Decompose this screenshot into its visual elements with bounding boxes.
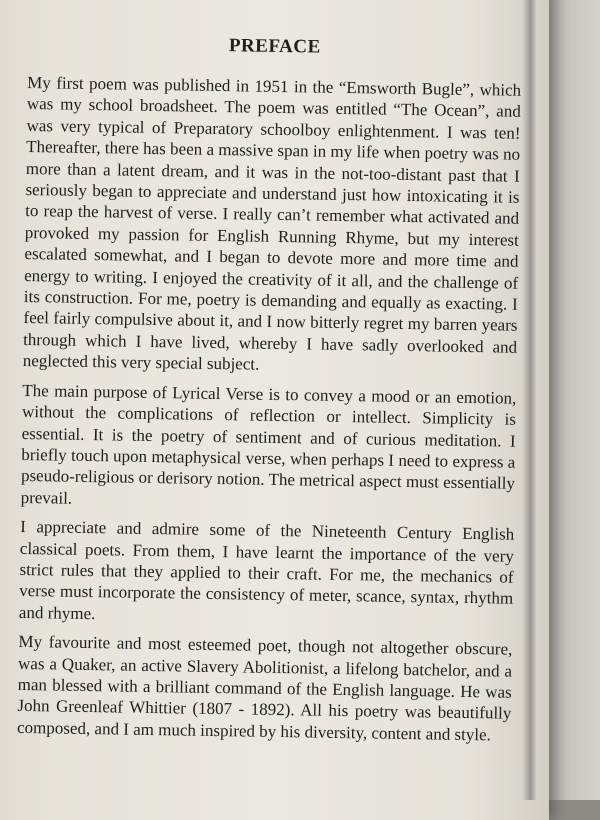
page-title: PREFACE (228, 35, 321, 58)
page-gutter-shadow (522, 0, 536, 800)
paragraph-4: My favourite and most esteemed poet, though not altogether obscure, was a Quaker, an active Slavery Abolitionist, a lifelong batchelor, and a man blessed with a brilliant command of the English language. He was John Greenleaf Whittier (1807 - 1892). All his poetry was beautifully composed, and I am much inspired by his diversity, content and style. (16, 632, 513, 745)
paragraph-3: I appreciate and admire some of the Nineteenth Century English classical poets. From them, I have learnt the importance of the very strict rules that they applied to their craft. For me, the mechanics of verse must incorporate the consistency of meter, scance, syntax, rhythm and rhyme. (18, 517, 515, 623)
paragraph-2: The main purpose of Lyrical Verse is to convey a mood or an emotion, without the complications of reflection or intellect. Simplicity is essential. It is the poetry of sentiment and of curious meditation. I briefly touch upon metaphysical verse, when perhaps I need to express a pseudo-religious or derisory notion. The metrical aspect must essentially prevail. (20, 380, 517, 508)
page-content (17, 32, 522, 754)
paragraph-1: My first poem was published in 1951 in the “Emsworth Bugle”, which was my school broadsheet. The poem was entitled “The Ocean”, and was very typical of Preparatory schoolboy enlightenment. I was ten! Thereafter, there has been a massive span in my life when poetry was no more than a latent dream, and it was in the not-too-distant past that I seriously began to appreciate and understand just how intoxicating it is to reap the harvest of verse. I really can’t remember what activated and provoked my passion for English Running Rhyme, but my interest escalated somewhat, and I began to devote more and more time and energy to writing. I enjoyed the creativity of it all, and the challenge of its construction. For me, poetry is demanding and equally as exacting. I feel fairly compulsive about it, and I now bitterly regret my barren years through which I have lived, whereby I have sadly overlooked and neglected this very special subject. (22, 72, 522, 374)
